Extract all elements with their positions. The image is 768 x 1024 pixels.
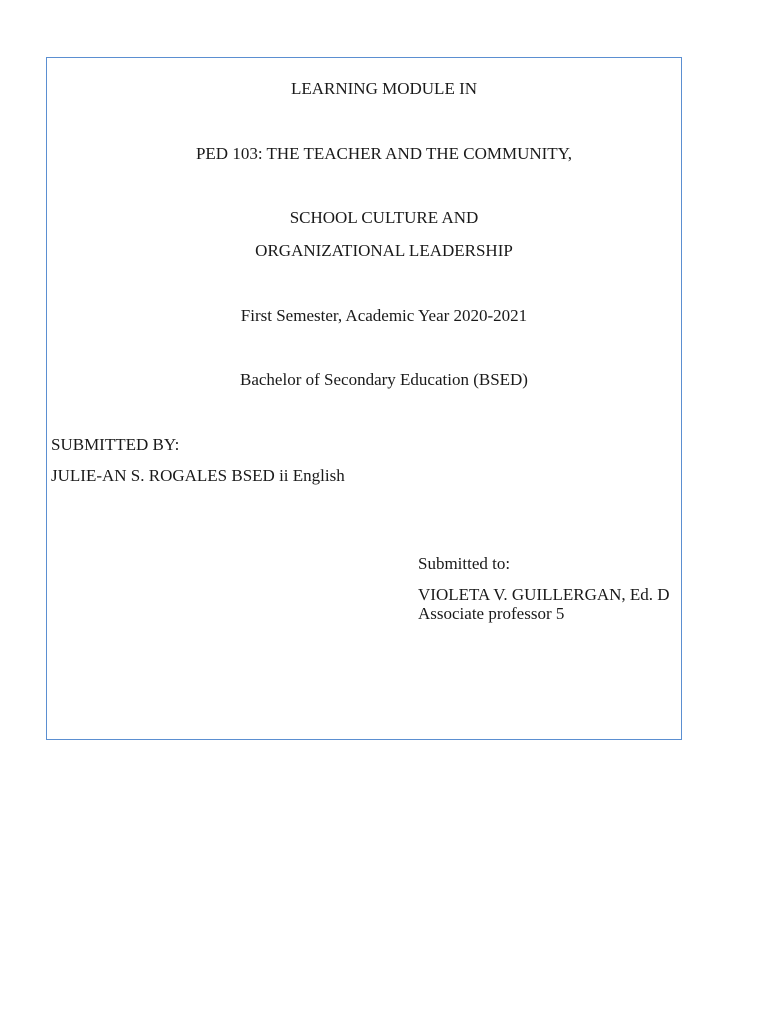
semester-text: First Semester, Academic Year 2020-2021	[240, 306, 528, 325]
submitted-to-position: Associate professor 5	[418, 604, 565, 623]
submitted-to-name: VIOLETA V. GUILLERGAN, Ed. D	[418, 585, 670, 604]
module-title-line-2: PED 103: THE TEACHER AND THE COMMUNITY,	[195, 144, 573, 163]
module-title-line-4: ORGANIZATIONAL LEADERSHIP	[255, 241, 513, 260]
program-text: Bachelor of Secondary Education (BSED)	[240, 370, 528, 389]
module-title-line-1: LEARNING MODULE IN	[290, 79, 478, 98]
submitted-to-label: Submitted to:	[418, 554, 511, 573]
module-title-line-3: SCHOOL CULTURE AND	[289, 208, 479, 227]
submitted-by-label: SUBMITTED BY:	[51, 435, 180, 454]
submitted-by-name: JULIE-AN S. ROGALES BSED ii English	[51, 466, 345, 485]
